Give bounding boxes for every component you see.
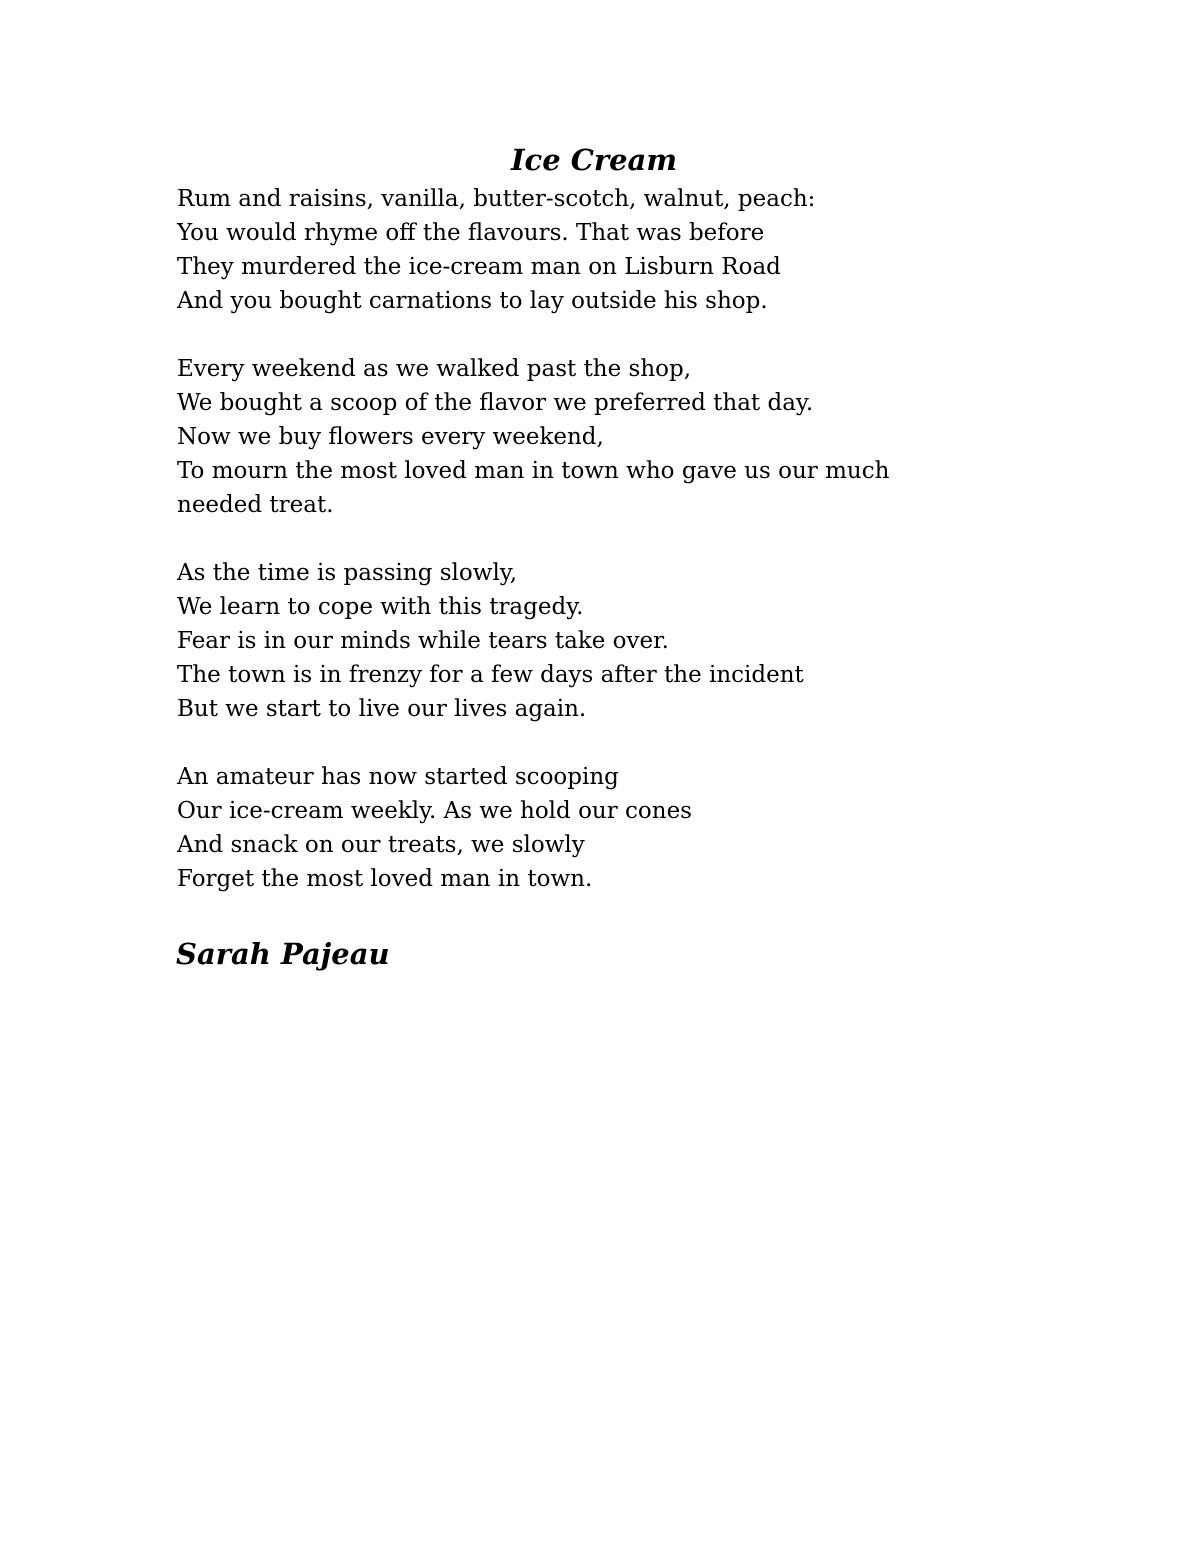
poem-line: We learn to cope with this tragedy. [177,594,584,620]
poem-line: needed treat. [177,492,334,518]
poem-line: Now we buy flowers every weekend, [177,424,604,450]
poem-line: They murdered the ice-cream man on Lisburn Road [177,254,781,280]
poem-line: The town is in frenzy for a few days after the incident [177,662,804,688]
poem-title: Ice Cream [510,143,678,177]
poem-body [177,182,1057,930]
poem-line: You would rhyme off the flavours. That was before [177,220,765,246]
poem-line: To mourn the most loved man in town who gave us our much [177,458,890,484]
poem-line: And you bought carnations to lay outside his shop. [177,288,768,314]
poem-line: As the time is passing slowly, [177,560,518,586]
poem-line: Fear is in our minds while tears take over. [177,628,669,654]
stanza-3 [177,556,1057,726]
poem-line: Rum and raisins, vanilla, butter-scotch, walnut, peach: [177,186,816,212]
stanza-1 [177,182,1057,318]
poem-line: We bought a scoop of the flavor we preferred that day. [177,390,814,416]
poem-line: And snack on our treats, we slowly [177,832,585,858]
poem-line: Forget the most loved man in town. [177,866,593,892]
stanza-2 [177,352,1057,522]
poem-line: An amateur has now started scooping [177,764,619,790]
poem-author: Sarah Pajeau [176,937,390,971]
poem-line: Our ice-cream weekly. As we hold our cones [177,798,692,824]
poem-line: Every weekend as we walked past the shop, [177,356,692,382]
poem-line: But we start to live our lives again. [177,696,587,722]
stanza-4 [177,760,1057,896]
